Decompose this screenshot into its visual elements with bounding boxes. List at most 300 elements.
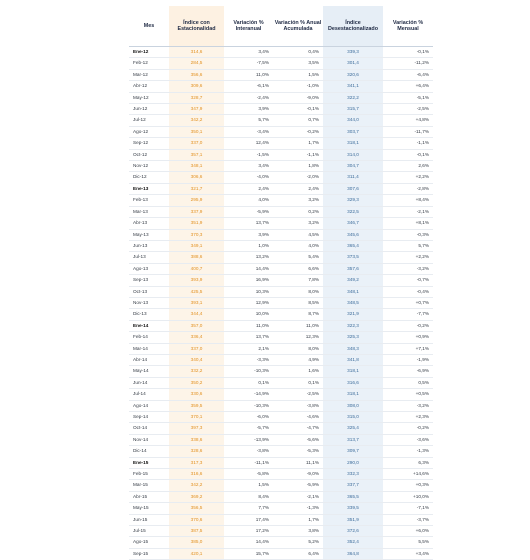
cell-variacion-anual-acumulada: 1,6% [273,366,323,377]
cell-mes: Dic-14 [129,446,169,457]
cell-variacion-mensual: -1,1% [383,138,433,149]
cell-mes: Ene-15 [129,457,169,468]
cell-mes: Oct-12 [129,149,169,160]
cell-mes: Sep-15 [129,548,169,559]
cell-indice-desestacionalizado: 301,4 [323,58,383,69]
table-row [129,104,433,115]
header-indice-estacionalidad: Índice con Estacionalidad [169,6,224,47]
cell-variacion-anual-acumulada: -5,9% [273,480,323,491]
cell-variacion-anual-acumulada: -0,1% [273,104,323,115]
cell-variacion-interanual: -3,3% [224,354,273,365]
cell-variacion-interanual: -2,4% [224,92,273,103]
cell-indice-desestacionalizado: 344,0 [323,115,383,126]
table-row [129,537,433,548]
table-body [129,47,433,560]
cell-indice-estacionalidad: 393,9 [169,275,224,286]
cell-mes: Dic-13 [129,309,169,320]
cell-indice-estacionalidad: 350,1 [169,126,224,137]
cell-variacion-interanual: 14,4% [224,263,273,274]
cell-mes: Jun-13 [129,240,169,251]
cell-mes: May-12 [129,92,169,103]
cell-indice-desestacionalizado: 318,1 [323,138,383,149]
cell-indice-desestacionalizado: 315,7 [323,104,383,115]
cell-variacion-interanual: -10,3% [224,400,273,411]
cell-variacion-interanual: 13,7% [224,218,273,229]
table-row [129,149,433,160]
cell-variacion-mensual: -0,2% [383,423,433,434]
cell-mes: Sep-12 [129,138,169,149]
cell-variacion-anual-acumulada: 1,8% [273,161,323,172]
cell-variacion-mensual: -0,7% [383,275,433,286]
cell-mes: Jul-12 [129,115,169,126]
header-variacion-anual-acumulada: Variación % Anual Acumulada [273,6,323,47]
cell-variacion-mensual: 2,6% [383,161,433,172]
cell-indice-estacionalidad: 351,9 [169,218,224,229]
table-row [129,286,433,297]
cell-variacion-interanual: -11,1% [224,457,273,468]
header-variacion-interanual: Variación % Interanual [224,6,273,47]
cell-indice-desestacionalizado: 337,7 [323,480,383,491]
cell-indice-desestacionalizado: 322,3 [323,320,383,331]
cell-indice-desestacionalizado: 307,6 [323,183,383,194]
cell-indice-estacionalidad: 356,5 [169,503,224,514]
cell-variacion-mensual: +8,1% [383,218,433,229]
cell-variacion-interanual: 11,0% [224,320,273,331]
cell-mes: May-13 [129,229,169,240]
table-row [129,548,433,559]
cell-variacion-interanual: 11,0% [224,69,273,80]
cell-variacion-interanual: -14,9% [224,389,273,400]
cell-indice-desestacionalizado: 352,4 [323,537,383,548]
cell-variacion-anual-acumulada: 0,4% [273,47,323,58]
cell-variacion-interanual: -6,0% [224,412,273,423]
cell-indice-estacionalidad: 420,1 [169,548,224,559]
table-row [129,309,433,320]
cell-variacion-mensual: -7,1% [383,503,433,514]
cell-indice-desestacionalizado: 325,3 [323,332,383,343]
cell-indice-desestacionalizado: 341,8 [323,354,383,365]
cell-indice-estacionalidad: 337,0 [169,343,224,354]
cell-variacion-anual-acumulada: 7,8% [273,275,323,286]
cell-variacion-interanual: -4,0% [224,172,273,183]
cell-mes: Jun-15 [129,514,169,525]
cell-indice-desestacionalizado: 309,7 [323,446,383,457]
cell-indice-estacionalidad: 330,6 [169,389,224,400]
cell-indice-estacionalidad: 337,0 [169,138,224,149]
cell-mes: Mar-13 [129,206,169,217]
header-indice-desestacionalizado: Índice Desestacionalizado [323,6,383,47]
cell-variacion-interanual: 3,9% [224,104,273,115]
cell-variacion-anual-acumulada: 8,0% [273,343,323,354]
cell-variacion-interanual: -1,5% [224,149,273,160]
cell-indice-estacionalidad: 356,6 [169,69,224,80]
cell-variacion-mensual: +7,1% [383,343,433,354]
table-row [129,252,433,263]
cell-variacion-mensual: -2,8% [383,183,433,194]
table-row [129,457,433,468]
cell-indice-estacionalidad: 369,2 [169,491,224,502]
cell-variacion-mensual: 5,7% [383,240,433,251]
cell-variacion-anual-acumulada: 11,1% [273,457,323,468]
cell-indice-estacionalidad: 393,1 [169,297,224,308]
cell-mes: Jul-15 [129,526,169,537]
cell-mes: Nov-12 [129,161,169,172]
cell-mes: Ene-12 [129,47,169,58]
cell-variacion-interanual: -7,5% [224,58,273,69]
cell-variacion-anual-acumulada: 6,6% [273,263,323,274]
cell-indice-estacionalidad: 336,4 [169,332,224,343]
cell-indice-desestacionalizado: 321,9 [323,309,383,320]
table-row [129,434,433,445]
cell-variacion-interanual: 3,4% [224,47,273,58]
cell-variacion-anual-acumulada: 1,5% [273,69,323,80]
cell-variacion-anual-acumulada: -9,0% [273,469,323,480]
header-mes: Mes [129,6,169,47]
table-row [129,81,433,92]
cell-indice-estacionalidad: 284,5 [169,58,224,69]
cell-indice-desestacionalizado: 351,9 [323,514,383,525]
cell-indice-estacionalidad: 344,4 [169,309,224,320]
table-row [129,126,433,137]
cell-indice-desestacionalizado: 316,6 [323,377,383,388]
cell-variacion-mensual: -3,6% [383,434,433,445]
cell-mes: Ago-13 [129,263,169,274]
cell-variacion-interanual: -13,9% [224,434,273,445]
cell-variacion-anual-acumulada: -3,8% [273,400,323,411]
cell-indice-desestacionalizado: 346,7 [323,218,383,229]
cell-variacion-mensual: -0,1% [383,47,433,58]
cell-variacion-anual-acumulada: 0,2% [273,206,323,217]
cell-mes: Dic-12 [129,172,169,183]
cell-indice-desestacionalizado: 348,3 [323,343,383,354]
cell-indice-estacionalidad: 370,6 [169,514,224,525]
cell-variacion-anual-acumulada: -1,1% [273,149,323,160]
cell-mes: Ago-12 [129,126,169,137]
cell-indice-desestacionalizado: 304,7 [323,161,383,172]
cell-variacion-mensual: -3,2% [383,263,433,274]
table-row [129,332,433,343]
cell-variacion-mensual: +8,4% [383,195,433,206]
cell-variacion-interanual: 8,4% [224,491,273,502]
cell-variacion-anual-acumulada: -5,6% [273,434,323,445]
table-row [129,491,433,502]
cell-indice-desestacionalizado: 357,6 [323,263,383,274]
cell-mes: Nov-14 [129,434,169,445]
cell-indice-estacionalidad: 350,2 [169,377,224,388]
cell-variacion-mensual: -0,3% [383,229,433,240]
cell-variacion-anual-acumulada: -4,6% [273,412,323,423]
cell-variacion-anual-acumulada: 0,1% [273,377,323,388]
cell-indice-desestacionalizado: 325,4 [323,423,383,434]
cell-variacion-mensual: -2,1% [383,206,433,217]
cell-variacion-mensual: -11,2% [383,58,433,69]
cell-variacion-interanual: -10,3% [224,366,273,377]
cell-variacion-mensual: -0,1% [383,149,433,160]
cell-indice-estacionalidad: 317,3 [169,457,224,468]
table-row [129,92,433,103]
cell-mes: Feb-15 [129,469,169,480]
cell-variacion-interanual: 3,9% [224,229,273,240]
cell-variacion-interanual: 3,4% [224,161,273,172]
cell-indice-desestacionalizado: 348,1 [323,286,383,297]
cell-variacion-anual-acumulada: 0,7% [273,115,323,126]
cell-mes: Ene-14 [129,320,169,331]
cell-variacion-interanual: 13,2% [224,252,273,263]
table-row [129,412,433,423]
cell-indice-estacionalidad: 316,6 [169,469,224,480]
cell-variacion-interanual: 4,0% [224,195,273,206]
table-row [129,183,433,194]
cell-mes: Feb-14 [129,332,169,343]
cell-variacion-anual-acumulada: 4,5% [273,229,323,240]
data-table [129,6,433,560]
header-row [129,6,433,47]
cell-indice-estacionalidad: 309,6 [169,81,224,92]
cell-indice-desestacionalizado: 349,2 [323,275,383,286]
cell-variacion-anual-acumulada: 8,5% [273,297,323,308]
cell-variacion-mensual: -7,7% [383,309,433,320]
cell-variacion-anual-acumulada: 8,7% [273,309,323,320]
cell-indice-desestacionalizado: 339,5 [323,503,383,514]
cell-mes: May-15 [129,503,169,514]
cell-mes: Abr-14 [129,354,169,365]
cell-indice-estacionalidad: 306,6 [169,172,224,183]
cell-indice-desestacionalizado: 313,7 [323,434,383,445]
cell-variacion-anual-acumulada: -1,3% [273,503,323,514]
cell-indice-estacionalidad: 342,2 [169,480,224,491]
cell-indice-desestacionalizado: 322,5 [323,206,383,217]
table-row [129,240,433,251]
cell-variacion-anual-acumulada: 1,7% [273,514,323,525]
cell-variacion-anual-acumulada: 5,4% [273,252,323,263]
cell-indice-estacionalidad: 425,5 [169,286,224,297]
cell-indice-estacionalidad: 348,1 [169,161,224,172]
cell-variacion-anual-acumulada: 3,5% [273,58,323,69]
cell-mes: Mar-14 [129,343,169,354]
cell-indice-estacionalidad: 328,7 [169,92,224,103]
cell-variacion-mensual: -2,5% [383,104,433,115]
cell-variacion-mensual: -6,4% [383,69,433,80]
cell-variacion-mensual: +0,5% [383,389,433,400]
cell-mes: Jun-14 [129,377,169,388]
cell-variacion-interanual: -5,8% [224,469,273,480]
cell-mes: Oct-14 [129,423,169,434]
cell-indice-estacionalidad: 332,2 [169,366,224,377]
cell-indice-desestacionalizado: 303,7 [323,126,383,137]
cell-variacion-interanual: 2,1% [224,343,273,354]
cell-variacion-anual-acumulada: -1,0% [273,81,323,92]
cell-variacion-mensual: +3,4% [383,548,433,559]
table-row [129,400,433,411]
table-row [129,172,433,183]
cell-indice-estacionalidad: 397,3 [169,423,224,434]
cell-variacion-interanual: 5,7% [224,115,273,126]
cell-indice-estacionalidad: 337,9 [169,206,224,217]
cell-variacion-anual-acumulada: -5,3% [273,446,323,457]
cell-indice-desestacionalizado: 348,5 [323,297,383,308]
cell-mes: Sep-13 [129,275,169,286]
cell-mes: Ago-14 [129,400,169,411]
cell-variacion-interanual: 10,0% [224,309,273,320]
cell-indice-estacionalidad: 388,6 [169,252,224,263]
cell-variacion-mensual: +6,0% [383,526,433,537]
cell-variacion-mensual: +0,9% [383,332,433,343]
cell-indice-desestacionalizado: 315,0 [323,412,383,423]
cell-indice-estacionalidad: 370,3 [169,229,224,240]
table-row [129,229,433,240]
cell-mes: Abr-15 [129,491,169,502]
cell-variacion-mensual: -11,7% [383,126,433,137]
cell-variacion-interanual: 14,4% [224,537,273,548]
cell-variacion-interanual: 17,2% [224,526,273,537]
table-row [129,275,433,286]
cell-variacion-mensual: +0,7% [383,297,433,308]
cell-variacion-anual-acumulada: 1,7% [273,138,323,149]
cell-indice-desestacionalizado: 311,4 [323,172,383,183]
cell-variacion-anual-acumulada: 12,3% [273,332,323,343]
cell-indice-desestacionalizado: 373,5 [323,252,383,263]
table-row [129,469,433,480]
table-row [129,389,433,400]
cell-mes: Feb-13 [129,195,169,206]
cell-mes: Mar-15 [129,480,169,491]
cell-indice-estacionalidad: 314,6 [169,47,224,58]
cell-variacion-mensual: -3,7% [383,514,433,525]
cell-variacion-anual-acumulada: 2,4% [273,183,323,194]
cell-variacion-anual-acumulada: -9,0% [273,92,323,103]
table-row [129,503,433,514]
cell-indice-desestacionalizado: 322,2 [323,92,383,103]
cell-variacion-mensual: 0,5% [383,377,433,388]
table-row [129,377,433,388]
cell-variacion-interanual: -3,8% [224,446,273,457]
cell-indice-desestacionalizado: 339,3 [323,47,383,58]
table-row [129,195,433,206]
cell-indice-desestacionalizado: 320,6 [323,69,383,80]
cell-mes: Abr-12 [129,81,169,92]
cell-variacion-interanual: 2,4% [224,183,273,194]
cell-variacion-interanual: 15,7% [224,548,273,559]
cell-variacion-mensual: -1,3% [383,446,433,457]
table-row [129,354,433,365]
cell-mes: Mar-12 [129,69,169,80]
cell-variacion-mensual: -1,9% [383,354,433,365]
cell-variacion-mensual: -6,9% [383,366,433,377]
table-header [129,6,433,47]
cell-indice-desestacionalizado: 345,6 [323,229,383,240]
cell-indice-estacionalidad: 357,0 [169,320,224,331]
table-row [129,320,433,331]
cell-mes: Abr-13 [129,218,169,229]
cell-indice-desestacionalizado: 290,0 [323,457,383,468]
cell-variacion-interanual: 7,7% [224,503,273,514]
cell-mes: Jun-12 [129,104,169,115]
table-row [129,218,433,229]
table-row [129,47,433,58]
table-row [129,58,433,69]
cell-indice-desestacionalizado: 314,0 [323,149,383,160]
cell-indice-estacionalidad: 387,5 [169,526,224,537]
cell-variacion-mensual: -0,4% [383,286,433,297]
table-row [129,206,433,217]
cell-variacion-interanual: 1,5% [224,480,273,491]
cell-indice-estacionalidad: 349,1 [169,240,224,251]
cell-indice-estacionalidad: 342,2 [169,115,224,126]
cell-indice-estacionalidad: 321,7 [169,183,224,194]
cell-variacion-mensual: +2,3% [383,412,433,423]
cell-variacion-mensual: +6,4% [383,81,433,92]
cell-variacion-mensual: +14,6% [383,469,433,480]
table-row [129,161,433,172]
cell-variacion-interanual: -3,4% [224,126,273,137]
cell-indice-estacionalidad: 338,6 [169,434,224,445]
cell-variacion-interanual: 10,3% [224,286,273,297]
cell-indice-estacionalidad: 295,9 [169,195,224,206]
cell-variacion-mensual: +10,0% [383,491,433,502]
cell-variacion-anual-acumulada: 6,4% [273,548,323,559]
cell-variacion-mensual: -5,1% [383,92,433,103]
cell-variacion-mensual: -0,2% [383,320,433,331]
cell-variacion-mensual: -3,2% [383,400,433,411]
cell-indice-estacionalidad: 340,4 [169,354,224,365]
cell-mes: Oct-13 [129,286,169,297]
data-table-container [129,6,433,560]
cell-indice-estacionalidad: 385,0 [169,537,224,548]
cell-indice-desestacionalizado: 372,6 [323,526,383,537]
table-row [129,115,433,126]
table-row [129,69,433,80]
cell-mes: May-14 [129,366,169,377]
cell-indice-desestacionalizado: 341,1 [323,81,383,92]
cell-variacion-interanual: 12,4% [224,138,273,149]
cell-variacion-anual-acumulada: 8,0% [273,286,323,297]
cell-variacion-mensual: +0,3% [383,480,433,491]
cell-indice-estacionalidad: 328,6 [169,446,224,457]
cell-indice-estacionalidad: 400,7 [169,263,224,274]
cell-variacion-mensual: +2,2% [383,172,433,183]
cell-variacion-anual-acumulada: 3,2% [273,195,323,206]
table-row [129,423,433,434]
cell-indice-desestacionalizado: 364,8 [323,548,383,559]
cell-mes: Nov-13 [129,297,169,308]
table-row [129,526,433,537]
cell-indice-estacionalidad: 359,5 [169,400,224,411]
cell-variacion-interanual: 13,7% [224,332,273,343]
table-row [129,297,433,308]
table-row [129,480,433,491]
cell-indice-desestacionalizado: 318,1 [323,389,383,400]
cell-mes: Ago-15 [129,537,169,548]
cell-variacion-anual-acumulada: -2,0% [273,172,323,183]
cell-mes: Jul-14 [129,389,169,400]
cell-variacion-anual-acumulada: 11,0% [273,320,323,331]
table-row [129,343,433,354]
cell-variacion-interanual: -5,7% [224,423,273,434]
cell-variacion-anual-acumulada: -2,1% [273,491,323,502]
cell-variacion-anual-acumulada: -4,7% [273,423,323,434]
cell-indice-estacionalidad: 357,1 [169,149,224,160]
table-row [129,263,433,274]
cell-indice-estacionalidad: 347,9 [169,104,224,115]
cell-mes: Feb-12 [129,58,169,69]
cell-indice-desestacionalizado: 365,4 [323,240,383,251]
header-variacion-mensual: Variación % Mensual [383,6,433,47]
cell-variacion-interanual: 1,0% [224,240,273,251]
cell-variacion-interanual: 16,9% [224,275,273,286]
cell-variacion-anual-acumulada: -2,5% [273,389,323,400]
cell-variacion-anual-acumulada: 5,2% [273,537,323,548]
cell-variacion-mensual: +2,2% [383,252,433,263]
